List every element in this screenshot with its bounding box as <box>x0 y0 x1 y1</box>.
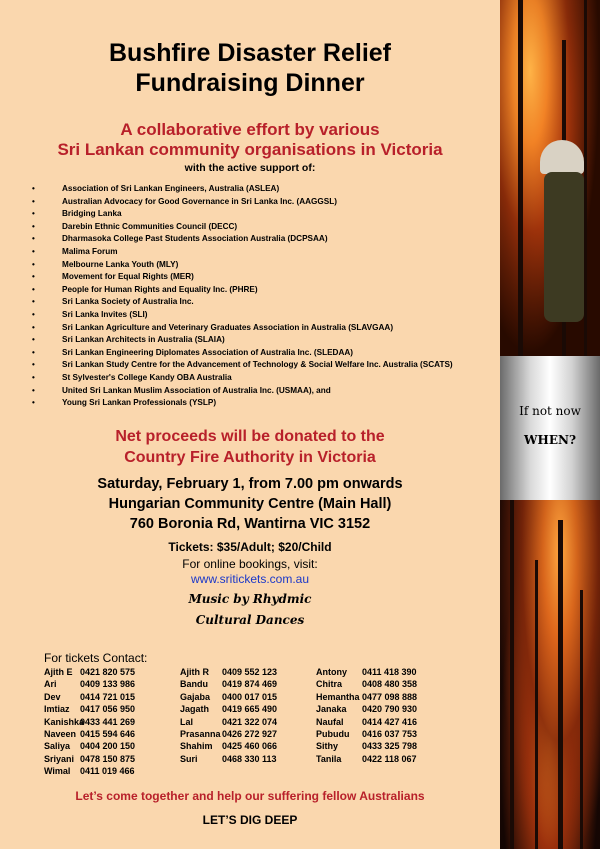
contact-name: Shahim <box>180 741 213 752</box>
proceeds-line1: Net proceeds will be donated to the <box>115 428 385 445</box>
contact-row <box>44 703 135 715</box>
dance-text: Cultural Dances <box>195 613 305 627</box>
side-text-if-not-now: If not now <box>519 404 581 418</box>
contact-name: Naveen <box>44 728 77 739</box>
organisation-name: Bridging Lanka <box>62 209 122 219</box>
contact-phone[interactable]: 0409 552 123 <box>222 667 278 677</box>
bullet-icon: • <box>32 196 35 206</box>
contact-row <box>44 740 135 752</box>
contact-phone[interactable]: 0415 594 646 <box>80 728 136 739</box>
contact-name: Pubudu <box>316 728 350 739</box>
online-bookings-text: For online bookings, visit: <box>182 557 318 571</box>
contact-name: Janaka <box>316 704 347 715</box>
contact-name: Prasanna <box>180 728 221 739</box>
contact-row <box>44 716 135 728</box>
contact-phone[interactable]: 0425 460 066 <box>222 741 278 752</box>
organisation-item <box>28 397 498 410</box>
bullet-icon: • <box>32 398 35 408</box>
contact-row <box>180 691 277 703</box>
contact-phone[interactable]: 0477 098 888 <box>362 691 418 702</box>
contact-row <box>316 703 417 715</box>
contact-row <box>180 740 277 752</box>
bullet-icon: • <box>32 246 35 256</box>
contact-name: Dev <box>44 691 61 702</box>
contact-row <box>180 716 277 728</box>
event-address: 760 Boronia Rd, Wantirna VIC 3152 <box>129 516 371 532</box>
contact-phone[interactable]: 0419 665 490 <box>222 704 278 715</box>
contact-phone[interactable]: 0421 820 575 <box>80 667 136 677</box>
organisation-item <box>28 208 498 221</box>
subtitle-line1: A collaborative effort by various <box>120 120 380 139</box>
firefighter-figure-shape <box>544 172 584 322</box>
contact-phone[interactable]: 0417 056 950 <box>80 704 136 715</box>
contact-row <box>44 678 135 690</box>
organisation-item <box>28 183 498 196</box>
contact-name: Antony <box>316 667 347 677</box>
organisation-item <box>28 271 498 284</box>
footer-slogan: LET’S DIG DEEP <box>202 813 298 827</box>
contact-phone[interactable]: 0433 325 798 <box>362 741 418 752</box>
contacts-column-3 <box>316 666 417 765</box>
organisation-item <box>28 296 498 309</box>
contact-name: Bandu <box>180 679 208 690</box>
contacts-column-1 <box>44 666 135 778</box>
organisation-name: St Sylvester's College Kandy OBA Australia <box>62 372 232 382</box>
organisation-item <box>28 196 498 209</box>
bullet-icon: • <box>32 297 35 307</box>
organisation-item <box>28 322 498 335</box>
contact-name: Suri <box>180 753 198 764</box>
contact-phone[interactable]: 0404 200 150 <box>80 741 136 752</box>
contact-name: Ajith R <box>180 667 209 677</box>
organisation-name: Sri Lankan Study Centre for the Advancement of Technology & Social Welfare Inc. Australia (SCATS) <box>62 360 453 370</box>
contact-row <box>44 753 135 765</box>
organisation-item <box>28 372 498 385</box>
contact-name: Saliya <box>44 741 71 752</box>
bullet-icon: • <box>32 259 35 269</box>
organisation-item <box>28 259 498 272</box>
contact-name: Hemantha <box>316 691 360 702</box>
contact-name: Naufal <box>316 716 344 727</box>
organisation-name: Sri Lankan Agriculture and Veterinary Graduates Association in Australia (SLAVGAA) <box>62 322 394 332</box>
organisation-name: Darebin Ethnic Communities Council (DECC) <box>62 221 238 231</box>
organisation-item <box>28 246 498 259</box>
organisation-name: Dharmasoka College Past Students Association Australia (DCPSAA) <box>62 234 328 244</box>
contact-phone[interactable]: 0468 330 113 <box>222 753 277 764</box>
contact-name: Sithy <box>316 741 339 752</box>
flyer-title-line2: Fundraising Dinner <box>135 69 365 97</box>
bushfire-photo-top <box>500 0 600 356</box>
contact-row <box>44 691 135 703</box>
contact-phone[interactable]: 0421 322 074 <box>222 716 278 727</box>
contact-phone[interactable]: 0426 272 927 <box>222 728 278 739</box>
contact-row <box>180 703 277 715</box>
organisation-name: Young Sri Lankan Professionals (YSLP) <box>62 398 217 408</box>
bullet-icon: • <box>32 309 35 319</box>
online-bookings-link[interactable]: www.sritickets.com.au <box>190 572 310 586</box>
gray-panel <box>500 356 600 500</box>
organisation-item <box>28 309 498 322</box>
organisation-item <box>28 347 498 360</box>
organisation-item <box>28 359 498 372</box>
contact-heading: For tickets Contact: <box>44 651 148 665</box>
contact-name: Ajith E <box>44 667 73 677</box>
contact-name: Sriyani <box>44 753 75 764</box>
side-text-when: WHEN? <box>524 433 576 447</box>
contact-phone[interactable]: 0478 150 875 <box>80 753 136 764</box>
contact-phone[interactable]: 0414 427 416 <box>362 716 418 727</box>
contact-name: Ari <box>44 679 57 690</box>
contact-phone[interactable]: 0411 418 390 <box>362 667 417 677</box>
bullet-icon: • <box>32 221 35 231</box>
event-venue: Hungarian Community Centre (Main Hall) <box>108 496 392 512</box>
bullet-icon: • <box>32 209 35 219</box>
organisation-name: Movement for Equal Rights (MER) <box>62 272 194 282</box>
subtitle-line2: Sri Lankan community organisations in Victoria <box>57 140 443 159</box>
contact-phone[interactable]: 0400 017 015 <box>222 691 278 702</box>
firefighter-helmet-shape <box>540 140 584 174</box>
flyer-title-line1: Bushfire Disaster Relief <box>108 39 392 67</box>
organisation-item <box>28 334 498 347</box>
bullet-icon: • <box>32 272 35 282</box>
organisation-item <box>28 221 498 234</box>
contact-name: Kanishka <box>44 716 85 727</box>
organisation-name: Sri Lankan Engineering Diplomates Association of Australia Inc. (SLEDAA) <box>62 347 354 357</box>
organisation-name: People for Human Rights and Equality Inc. (PHRE) <box>62 284 258 294</box>
contact-row <box>44 765 135 777</box>
organisation-name: Association of Sri Lankan Engineers, Australia (ASLEA) <box>62 184 280 193</box>
contact-phone[interactable]: 0414 721 015 <box>80 691 136 702</box>
bullet-icon: • <box>32 372 35 382</box>
contact-name: Jagath <box>180 704 210 715</box>
bullet-icon: • <box>32 385 35 395</box>
organisation-name: Melbourne Lanka Youth (MLY) <box>62 259 179 269</box>
contact-name: Tanila <box>316 753 342 764</box>
contact-row <box>316 666 417 678</box>
contact-name: Gajaba <box>180 691 211 702</box>
bullet-icon: • <box>32 322 35 332</box>
organisation-list <box>28 183 498 410</box>
contact-name: Chitra <box>316 679 343 690</box>
contact-row <box>44 666 135 678</box>
organisation-name: Sri Lanka Society of Australia Inc. <box>62 297 194 307</box>
organisation-item <box>28 233 498 246</box>
ticket-prices: Tickets: $35/Adult; $20/Child <box>168 540 332 554</box>
bullet-icon: • <box>32 335 35 345</box>
contact-phone[interactable]: 0416 037 753 <box>362 728 418 739</box>
organisation-name: Sri Lankan Architects in Australia (SLAIA) <box>62 335 225 345</box>
footer-message: Let’s come together and help our suffering fellow Australians <box>75 789 425 803</box>
contacts-column-2 <box>180 666 277 765</box>
event-date: Saturday, February 1, from 7.00 pm onwards <box>97 476 403 492</box>
contact-row <box>180 728 277 740</box>
contact-phone[interactable]: 0409 133 986 <box>80 679 136 690</box>
contact-row <box>180 753 277 765</box>
contact-row <box>316 691 417 703</box>
contact-row <box>316 753 417 765</box>
contact-row <box>316 678 417 690</box>
organisation-name: Malima Forum <box>62 246 118 256</box>
contact-row <box>316 740 417 752</box>
bullet-icon: • <box>32 360 35 370</box>
bullet-icon: • <box>32 284 35 294</box>
contact-phone[interactable]: 0433 441 269 <box>80 716 136 727</box>
bullet-icon: • <box>32 347 35 357</box>
contact-row <box>44 728 135 740</box>
bullet-icon: • <box>32 234 35 244</box>
contact-phone[interactable]: 0420 790 930 <box>362 704 418 715</box>
contact-row <box>180 678 277 690</box>
contact-phone[interactable]: 0422 118 067 <box>362 753 417 764</box>
organisation-name: Australian Advocacy for Good Governance in Sri Lanka Inc. (AAGGSL) <box>62 196 337 206</box>
bushfire-photo-bottom <box>500 500 600 849</box>
bullet-icon: • <box>32 184 35 193</box>
organisation-name: Sri Lanka Invites (SLI) <box>62 309 148 319</box>
contact-row <box>316 716 417 728</box>
organisation-name: United Sri Lankan Muslim Association of Australia Inc. (USMAA), and <box>62 385 331 395</box>
support-text: with the active support of: <box>184 162 316 174</box>
contact-phone[interactable]: 0408 480 358 <box>362 679 418 690</box>
contact-row <box>180 666 277 678</box>
proceeds-line2: Country Fire Authority in Victoria <box>124 449 376 466</box>
contact-name: Wimal <box>44 766 71 777</box>
organisation-item <box>28 385 498 398</box>
contact-name: Imtiaz <box>44 704 70 715</box>
music-text: Music by Rhydmic <box>188 592 312 606</box>
contact-phone[interactable]: 0419 874 469 <box>222 679 278 690</box>
organisation-item <box>28 284 498 297</box>
contact-row <box>316 728 417 740</box>
contact-name: Lal <box>180 716 194 727</box>
contact-phone[interactable]: 0411 019 466 <box>80 766 135 777</box>
